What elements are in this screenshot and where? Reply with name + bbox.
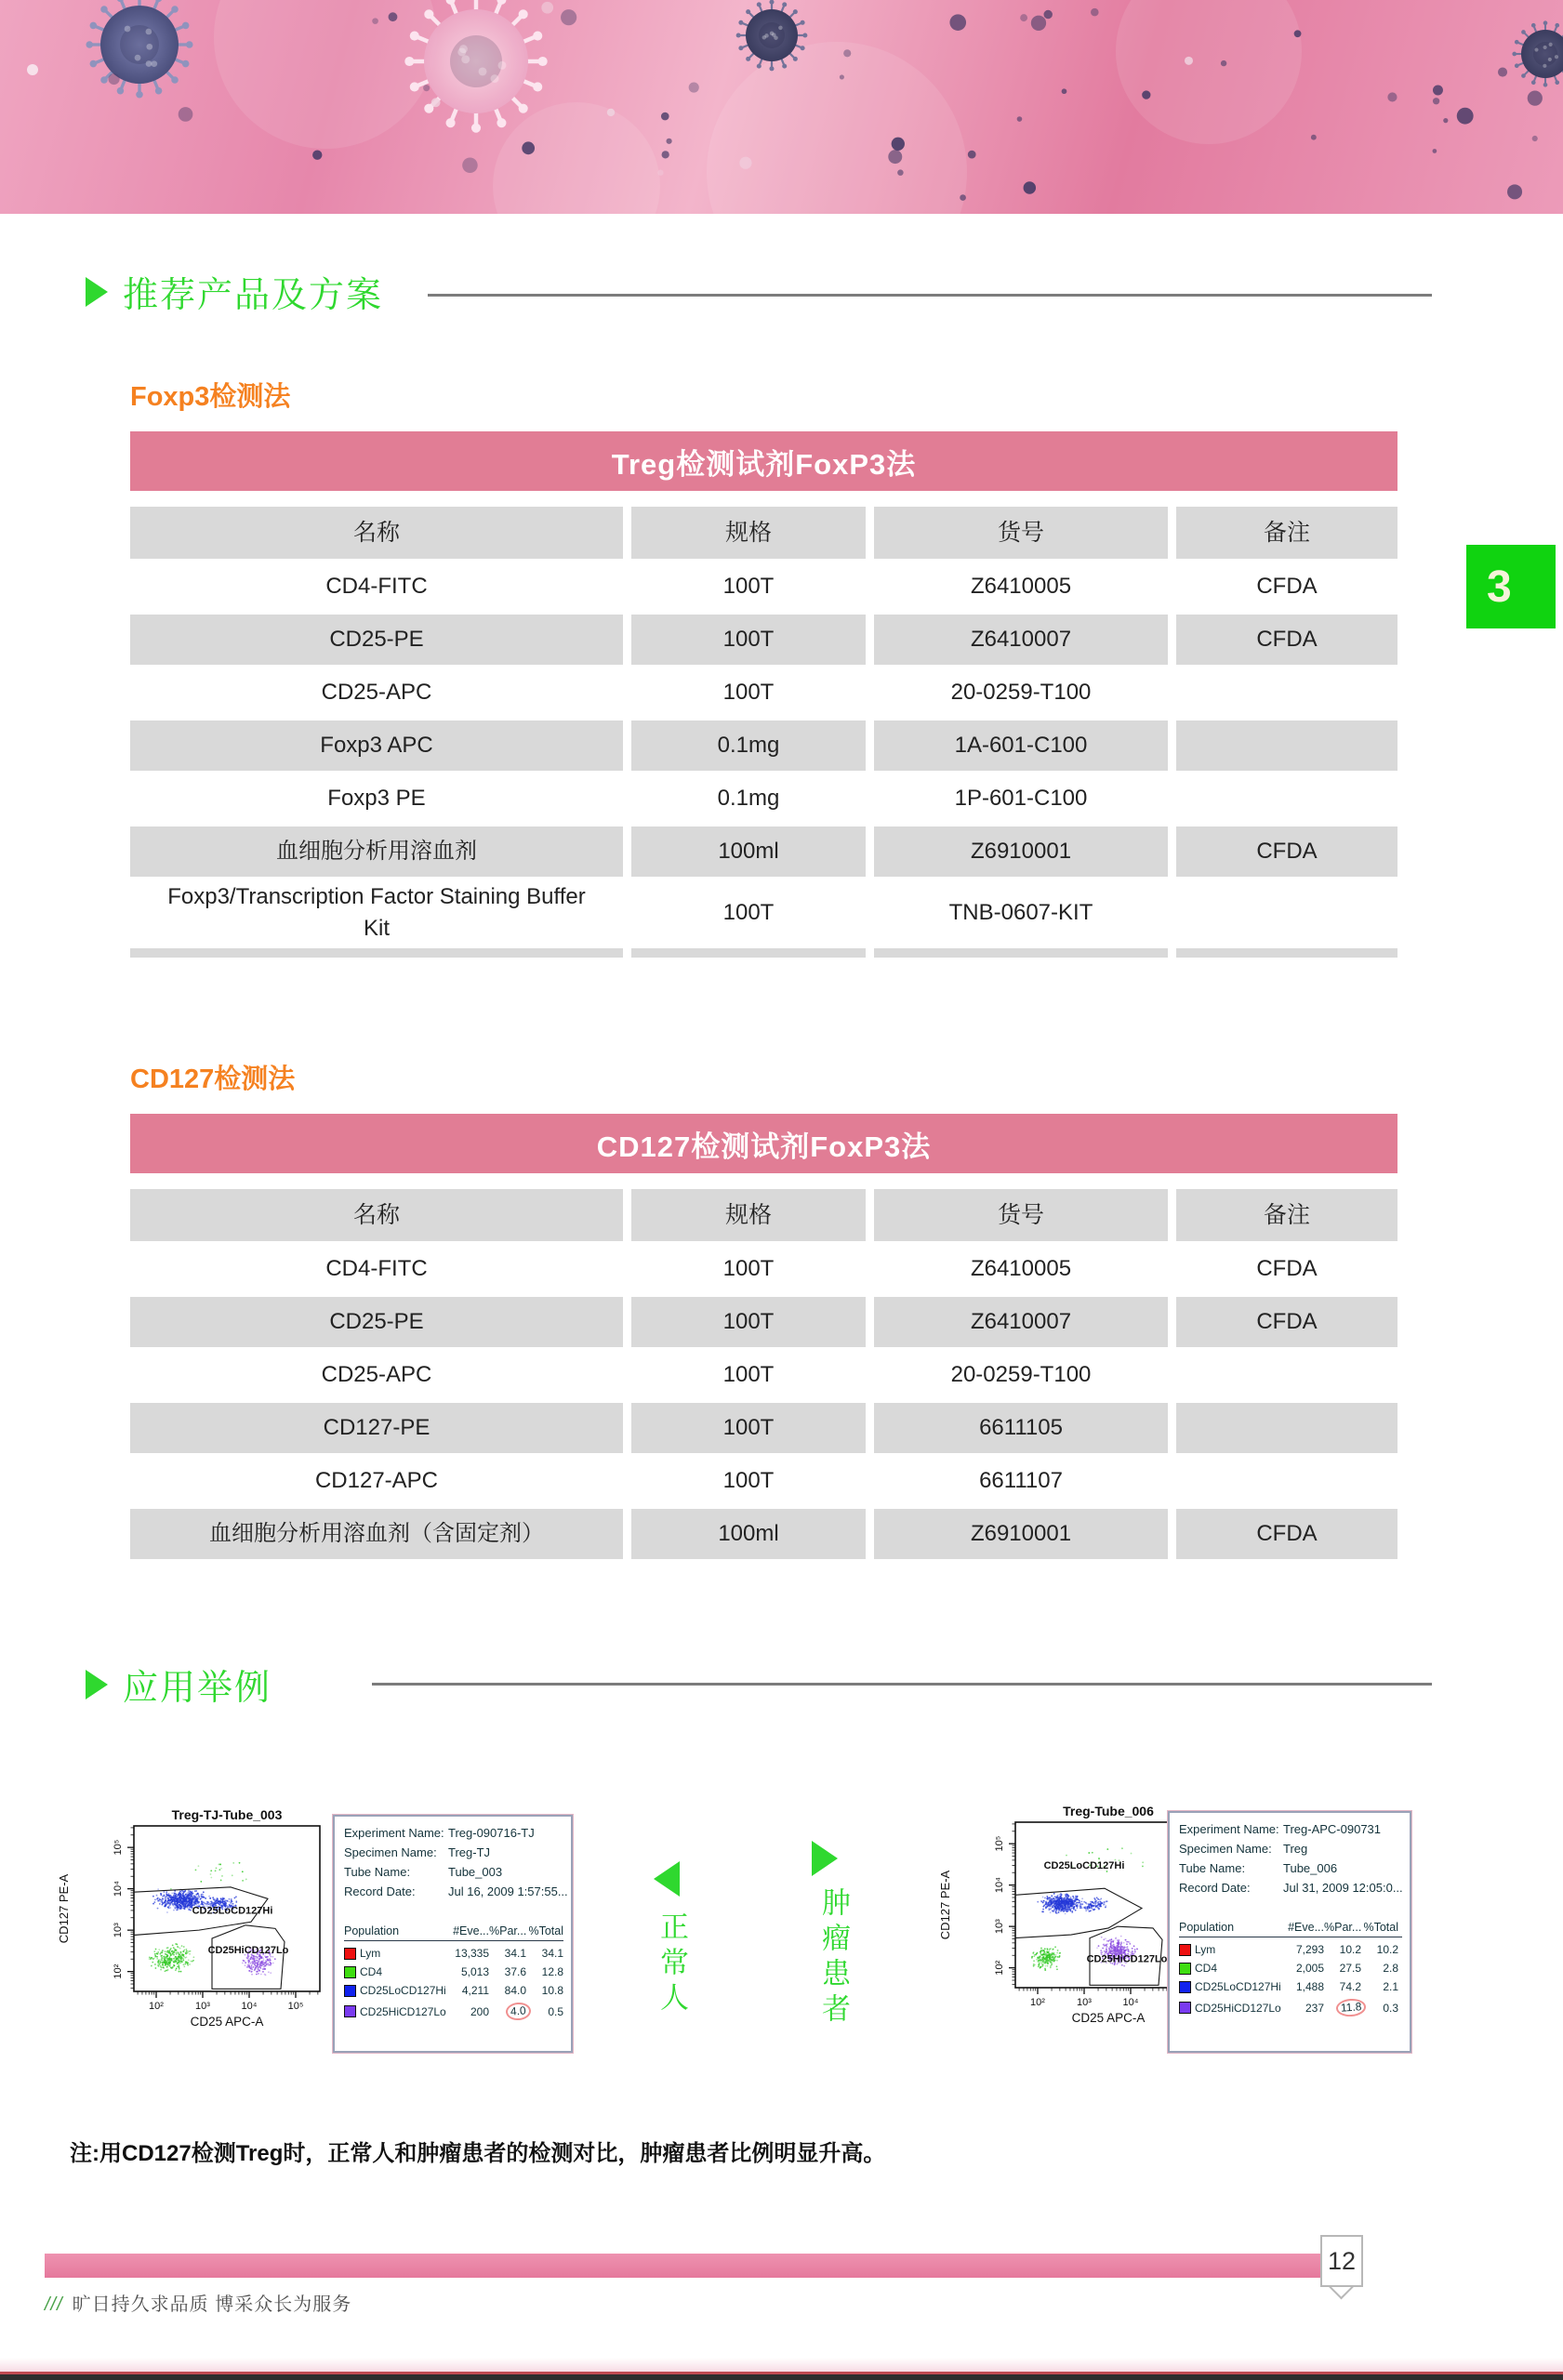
parent-pct: 27.5 bbox=[1339, 1962, 1361, 1975]
bottom-edge bbox=[0, 2374, 1563, 2380]
table-cell: 0.1mg bbox=[717, 786, 780, 812]
total-pct: 12.8 bbox=[541, 1965, 563, 1978]
total-pct: 10.8 bbox=[541, 1984, 563, 1997]
svg-text:10³: 10³ bbox=[195, 2001, 210, 2012]
population-name: Lym bbox=[344, 1947, 446, 1960]
svg-text:CD25HiCD127Lo: CD25HiCD127Lo bbox=[1086, 1953, 1168, 1965]
table-grid bbox=[130, 507, 1397, 958]
population-name: CD25LoCD127Hi bbox=[1179, 1980, 1281, 1993]
table-cell: CFDA bbox=[1256, 1256, 1318, 1282]
svg-text:10⁵: 10⁵ bbox=[994, 1835, 1005, 1852]
table-cell: CD25-PE bbox=[130, 615, 623, 665]
color-swatch bbox=[344, 2005, 356, 2017]
info-line: Specimen Name: Treg-TJ bbox=[344, 1845, 491, 1859]
population-table bbox=[1179, 1921, 1402, 2016]
table-cell: TNB-0607-KIT bbox=[948, 899, 1093, 925]
table-cell: 100T bbox=[631, 615, 866, 665]
svg-text:CD25 APC-A: CD25 APC-A bbox=[190, 2015, 264, 2029]
parent-pct: 34.1 bbox=[504, 1947, 526, 1960]
table-cell: 100T bbox=[631, 1297, 866, 1347]
table-cell: CFDA bbox=[1256, 574, 1318, 600]
highlight-circle: 4.0 bbox=[506, 2002, 532, 2021]
divider-line bbox=[428, 294, 1432, 297]
table-cell: Z6910001 bbox=[874, 1509, 1168, 1559]
section-title: 应用举例 bbox=[123, 1669, 272, 1708]
svg-text:10⁵: 10⁵ bbox=[113, 1839, 124, 1856]
column-header: 货号 bbox=[874, 507, 1168, 559]
table-cell: CFDA bbox=[1176, 826, 1397, 877]
parent-pct: 37.6 bbox=[504, 1965, 526, 1978]
column-header: 规格 bbox=[631, 1189, 866, 1241]
population-table bbox=[344, 1924, 563, 2020]
table-bottom-bar bbox=[1176, 948, 1397, 958]
total-pct: 34.1 bbox=[541, 1947, 563, 1960]
table-bottom-bar bbox=[631, 948, 866, 958]
info-line: Tube Name: Tube_003 bbox=[344, 1865, 503, 1879]
table-cell: 0.1mg bbox=[631, 721, 866, 771]
parent-pct: 74.2 bbox=[1339, 1980, 1361, 1993]
population-name: Lym bbox=[1179, 1943, 1281, 1956]
population-header: Population #Eve... %Par... %Total bbox=[344, 1924, 563, 1941]
right-arrow-icon bbox=[812, 1841, 838, 1876]
svg-text:10⁵: 10⁵ bbox=[287, 2001, 304, 2012]
divider-line bbox=[372, 1683, 1432, 1686]
section-header-products bbox=[86, 266, 383, 317]
table-cell: CFDA bbox=[1176, 1297, 1397, 1347]
table-cell: Z6410005 bbox=[970, 574, 1072, 600]
column-header: 备注 bbox=[1176, 1189, 1397, 1241]
banner-image bbox=[0, 0, 1563, 214]
section-header-examples bbox=[86, 1659, 272, 1710]
info-line: Record Date: Jul 31, 2009 12:05:0... bbox=[1179, 1881, 1403, 1895]
parent-pct bbox=[489, 2003, 526, 2020]
table-cell: CD4-FITC bbox=[325, 1256, 428, 1282]
svg-text:10²: 10² bbox=[1030, 1997, 1045, 2008]
table-cell: CFDA bbox=[1176, 1509, 1397, 1559]
table-cell: 100T bbox=[722, 899, 775, 925]
events-value: 5,013 bbox=[460, 1965, 489, 1978]
svg-text:10³: 10³ bbox=[1077, 1997, 1092, 2008]
events-value: 237 bbox=[1305, 2001, 1324, 2015]
svg-text:Treg-TJ-Tube_003: Treg-TJ-Tube_003 bbox=[171, 1807, 283, 1822]
svg-text:Treg-Tube_006: Treg-Tube_006 bbox=[1063, 1804, 1154, 1818]
svg-text:10⁴: 10⁴ bbox=[113, 1881, 124, 1897]
left-arrow-icon bbox=[654, 1861, 680, 1897]
table-cell: 血细胞分析用溶血剂（含固定剂） bbox=[130, 1509, 623, 1559]
events-value: 1,488 bbox=[1295, 1980, 1324, 1993]
events-value: 2,005 bbox=[1295, 1962, 1324, 1975]
flow-plot-normal bbox=[54, 1807, 333, 2060]
events-value: 13,335 bbox=[455, 1947, 489, 1960]
table-cell bbox=[1176, 1350, 1397, 1400]
svg-text:CD25 APC-A: CD25 APC-A bbox=[1071, 2011, 1146, 2025]
virus-illustration bbox=[0, 0, 1563, 214]
table-cell: Z6410007 bbox=[874, 615, 1168, 665]
svg-text:10³: 10³ bbox=[994, 1919, 1005, 1935]
table-cell: CD127-APC bbox=[314, 1468, 439, 1494]
table-cell: CD4-FITC bbox=[325, 574, 428, 600]
highlight-circle: 11.8 bbox=[1335, 1998, 1367, 2017]
table-cell bbox=[1176, 879, 1397, 945]
table-cell: CD25-PE bbox=[130, 1297, 623, 1347]
table-cell: CFDA bbox=[1176, 615, 1397, 665]
total-pct: 0.3 bbox=[1383, 2001, 1398, 2015]
info-line: Record Date: Jul 16, 2009 1:57:55... bbox=[344, 1884, 568, 1898]
method-label-cd127: CD127检测法 bbox=[130, 1064, 296, 1094]
total-pct: 2.1 bbox=[1383, 1980, 1398, 1993]
slogan-text: 旷日持久求品质 博采众长为服务 bbox=[72, 2294, 352, 2315]
table-cell: 1A-601-C100 bbox=[874, 721, 1168, 771]
table-cell: CD127-PE bbox=[130, 1403, 623, 1453]
parent-pct: 84.0 bbox=[504, 1984, 526, 1997]
table-cell: CD25-APC bbox=[321, 1362, 432, 1388]
population-row bbox=[1179, 1962, 1402, 1975]
table-grid bbox=[130, 1189, 1397, 1559]
stats-panel-normal bbox=[333, 1815, 573, 2053]
color-swatch bbox=[344, 1948, 356, 1960]
population-row bbox=[1179, 1980, 1402, 1993]
bottom-strip bbox=[0, 2358, 1563, 2373]
population-name: CD25LoCD127Hi bbox=[344, 1984, 446, 1997]
population-row bbox=[344, 1984, 563, 1997]
column-header: 货号 bbox=[874, 1189, 1168, 1241]
table-cell: CD25-APC bbox=[321, 680, 432, 706]
population-header: Population #Eve... %Par... %Total bbox=[1179, 1921, 1402, 1937]
table-cell bbox=[1176, 721, 1397, 771]
color-swatch bbox=[1179, 2002, 1191, 2014]
cd127-table bbox=[130, 1114, 1397, 1559]
population-name: CD25HiCD127Lo bbox=[1179, 2002, 1281, 2015]
footer-slogan bbox=[45, 2289, 351, 2316]
table-bottom-bar bbox=[130, 948, 623, 958]
table-cell: 血细胞分析用溶血剂 bbox=[130, 826, 623, 877]
events-value: 200 bbox=[470, 2004, 489, 2018]
population-name: CD4 bbox=[344, 1965, 446, 1978]
foxp3-table bbox=[130, 431, 1397, 958]
table-bottom-bar bbox=[874, 948, 1168, 958]
table-cell bbox=[1176, 1456, 1397, 1506]
table-cell: 100T bbox=[631, 1403, 866, 1453]
color-swatch bbox=[344, 1985, 356, 1997]
population-name: CD4 bbox=[1179, 1962, 1281, 1975]
column-header: 备注 bbox=[1176, 507, 1397, 559]
column-header: 名称 bbox=[130, 1189, 623, 1241]
svg-text:10⁴: 10⁴ bbox=[994, 1877, 1005, 1894]
population-row bbox=[344, 1965, 563, 1978]
chapter-tab: 3 bbox=[1466, 545, 1556, 628]
total-pct: 0.5 bbox=[548, 2004, 563, 2018]
section-arrow-icon bbox=[86, 277, 108, 307]
svg-text:CD25HiCD127Lo: CD25HiCD127Lo bbox=[207, 1945, 289, 1957]
svg-text:CD25LoCD127Hi: CD25LoCD127Hi bbox=[192, 1905, 273, 1917]
svg-text:10⁴: 10⁴ bbox=[1122, 1997, 1139, 2008]
table-cell bbox=[1176, 774, 1397, 824]
stats-panel-tumor bbox=[1168, 1811, 1411, 2053]
table-cell: 100ml bbox=[631, 826, 866, 877]
section-arrow-icon bbox=[86, 1670, 108, 1699]
svg-text:10²: 10² bbox=[994, 1960, 1005, 1976]
table-cell: 100T bbox=[722, 1362, 775, 1388]
table-cell bbox=[1176, 1403, 1397, 1453]
column-header: 规格 bbox=[631, 507, 866, 559]
population-row bbox=[1179, 1999, 1402, 2016]
svg-text:10³: 10³ bbox=[113, 1923, 124, 1938]
svg-text:10²: 10² bbox=[149, 2001, 164, 2012]
population-row bbox=[344, 1947, 563, 1960]
table-cell: 100T bbox=[722, 1468, 775, 1494]
color-swatch bbox=[1179, 1981, 1191, 1993]
table-title: Treg检测试剂FoxP3法 bbox=[130, 431, 1397, 491]
column-header: 名称 bbox=[130, 507, 623, 559]
events-value: 7,293 bbox=[1295, 1943, 1324, 1956]
color-swatch bbox=[344, 1966, 356, 1978]
table-cell: 1P-601-C100 bbox=[954, 786, 1088, 812]
method-label-foxp3: Foxp3检测法 bbox=[130, 382, 291, 412]
footer-bar bbox=[45, 2254, 1320, 2278]
page-number: 12 bbox=[1320, 2235, 1363, 2287]
section-title: 推荐产品及方案 bbox=[123, 276, 384, 315]
parent-pct: 10.2 bbox=[1339, 1943, 1361, 1956]
table-cell: 20-0259-T100 bbox=[950, 1362, 1092, 1388]
label-tumor-patient: 肿瘤患者 bbox=[817, 1887, 850, 2029]
population-name: CD25HiCD127Lo bbox=[344, 2005, 446, 2018]
events-value: 4,211 bbox=[461, 1984, 489, 1997]
slogan-slashes: /// bbox=[45, 2294, 63, 2315]
table-cell: 100T bbox=[722, 680, 775, 706]
table-cell: 100T bbox=[722, 1256, 775, 1282]
svg-text:10²: 10² bbox=[113, 1964, 124, 1979]
table-cell: Foxp3 PE bbox=[327, 786, 426, 812]
table-cell bbox=[1176, 668, 1397, 718]
table-title: CD127检测试剂FoxP3法 bbox=[130, 1114, 1397, 1173]
info-line: Experiment Name: Treg-090716-TJ bbox=[344, 1826, 535, 1840]
svg-text:CD127 PE-A: CD127 PE-A bbox=[938, 1870, 952, 1940]
table-cell: 6611105 bbox=[874, 1403, 1168, 1453]
parent-pct bbox=[1324, 1999, 1361, 2016]
table-cell: 6611107 bbox=[979, 1468, 1063, 1494]
info-line: Experiment Name: Treg-APC-090731 bbox=[1179, 1822, 1382, 1836]
note-text: 注:用CD127检测Treg时，正常人和肿瘤患者的检测对比，肿瘤患者比例明显升高。 bbox=[70, 2141, 886, 2166]
table-cell: Z6410007 bbox=[874, 1297, 1168, 1347]
table-cell: Z6910001 bbox=[874, 826, 1168, 877]
color-swatch bbox=[1179, 1963, 1191, 1975]
table-cell: Foxp3 APC bbox=[130, 721, 623, 771]
color-swatch bbox=[1179, 1944, 1191, 1956]
table-cell: 100T bbox=[722, 574, 775, 600]
table-cell: Foxp3/Transcription Factor Staining Buffer Kit bbox=[167, 884, 586, 941]
label-normal-person: 正常人 bbox=[656, 1911, 688, 2017]
svg-text:CD127 PE-A: CD127 PE-A bbox=[57, 1873, 71, 1944]
info-line: Tube Name: Tube_006 bbox=[1179, 1861, 1338, 1875]
table-cell: 100ml bbox=[631, 1509, 866, 1559]
table-cell: Z6410005 bbox=[970, 1256, 1072, 1282]
population-row bbox=[1179, 1943, 1402, 1956]
svg-text:10⁴: 10⁴ bbox=[241, 2001, 258, 2012]
population-row bbox=[344, 2003, 563, 2020]
info-line: Specimen Name: Treg bbox=[1179, 1842, 1308, 1856]
table-cell: 20-0259-T100 bbox=[950, 680, 1092, 706]
total-pct: 2.8 bbox=[1383, 1962, 1398, 1975]
total-pct: 10.2 bbox=[1376, 1943, 1398, 1956]
svg-text:CD25LoCD127Hi: CD25LoCD127Hi bbox=[1043, 1859, 1125, 1871]
